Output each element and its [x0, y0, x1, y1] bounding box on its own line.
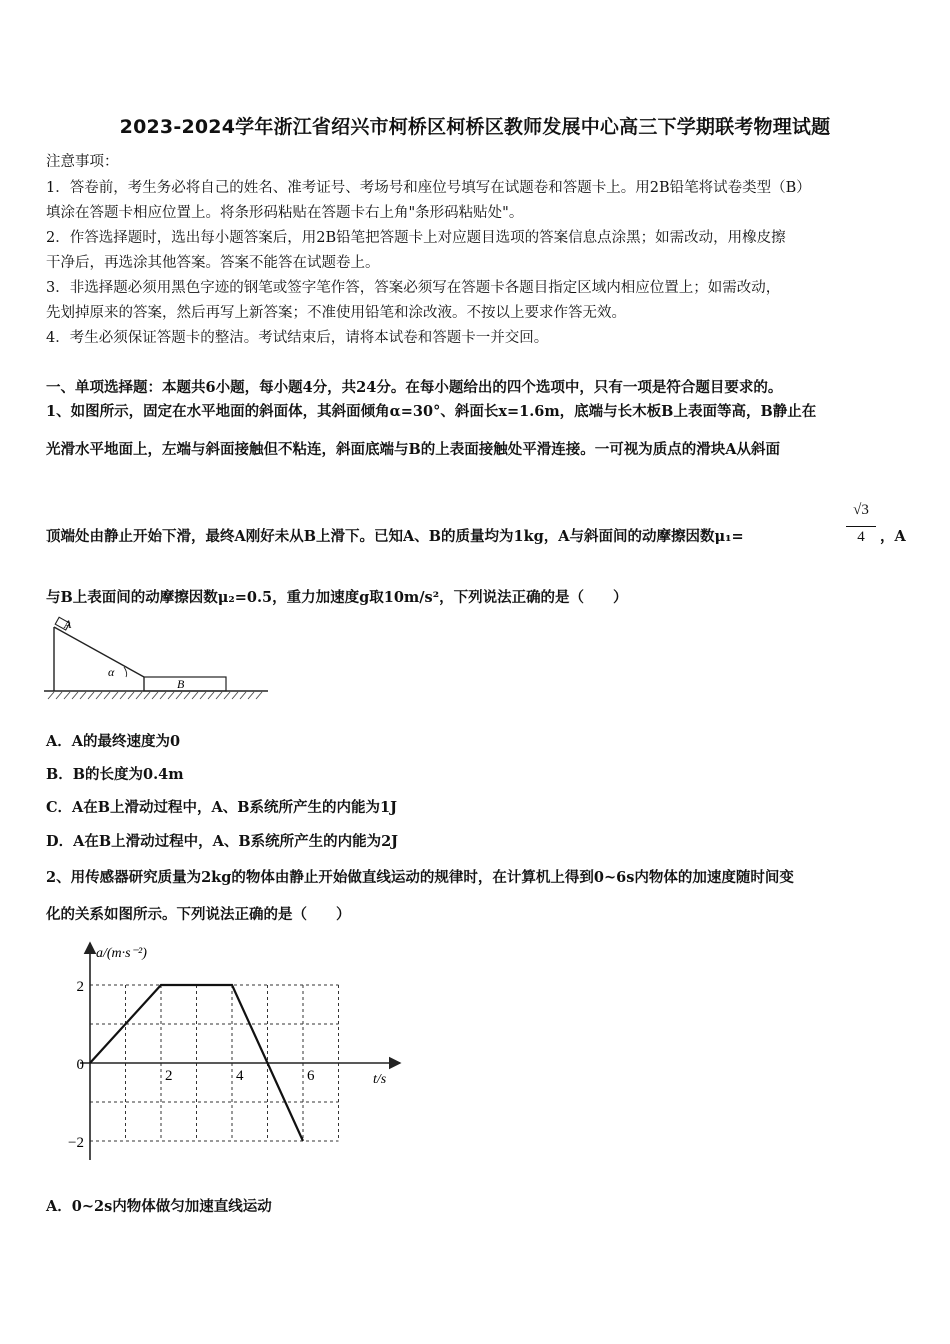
q1-text: 与B上表面间的动摩擦因数μ₂=0.5，重力加速度g取10m/s²，下列说法正确的是（ ）	[46, 589, 628, 606]
y-tick-label: 0	[76, 1057, 84, 1073]
notice-line: 3．非选择题必须用黑色字迹的钢笔或签字笔作答，答案必须写在答题卡各题目指定区域内相应位置上；如需改动，	[46, 280, 781, 296]
notice-line: 1．答卷前，考生务必将自己的姓名、准考证号、考场号和座位号填写在试题卷和答题卡上。用2B铅笔将试卷类型（B）	[46, 180, 811, 196]
q2-text: 化的关系如图所示。下列说法正确的是（ ）	[46, 906, 351, 923]
fraction-bar	[846, 526, 876, 527]
y-tick-label: 2	[76, 979, 84, 995]
mu1-fraction	[846, 502, 876, 546]
page-title: 2023-2024学年浙江省绍兴市柯桥区柯桥区教师发展中心高三下学期联考物理试题	[119, 116, 831, 138]
notice-line: 干净后，再选涂其他答案。答案不能答在试题卷上。	[46, 255, 380, 271]
fraction-denominator: 4	[857, 529, 865, 545]
label-alpha: α	[108, 665, 115, 679]
label-b: B	[177, 677, 185, 691]
q2-option-a: A．0~2s内物体做匀加速直线运动	[46, 1198, 272, 1215]
acceleration-time-chart	[40, 935, 410, 1170]
fraction-numerator: √3	[853, 502, 869, 518]
notice-heading: 注意事项：	[46, 154, 119, 170]
y-axis-label: a/(m·s⁻²)	[96, 946, 147, 961]
q1-text-tail: ，A	[880, 528, 906, 545]
notice-line: 2．作答选择题时，选出每小题答案后，用2B铅笔把答题卡上对应题目选项的答案信息点涂黑；如需改动，用橡皮擦	[46, 230, 786, 246]
x-tick-label: 4	[236, 1068, 244, 1084]
q2-text: 2、用传感器研究质量为2kg的物体由静止开始做直线运动的规律时，在计算机上得到0~6s内物体的加速度随时间变	[46, 869, 794, 886]
incline-figure	[40, 615, 275, 705]
q1-option-a: A．A的最终速度为0	[46, 733, 181, 750]
q1-text: 光滑水平地面上，左端与斜面接触但不粘连，斜面底端与B的上表面接触处平滑连接。一可视为质点的滑块A从斜面	[46, 441, 781, 458]
section-heading: 一、单项选择题：本题共6小题，每小题4分，共24分。在每小题给出的四个选项中，只有一项是符合题目要求的。	[46, 379, 783, 396]
notice-line: 4．考生必须保证答题卡的整洁。考试结束后，请将本试卷和答题卡一并交回。	[46, 330, 549, 346]
q1-option-b: B．B的长度为0.4m	[46, 766, 184, 783]
x-axis-label: t/s	[373, 1072, 387, 1087]
q1-option-d: D．A在B上滑动过程中，A、B系统所产生的内能为2J	[46, 833, 399, 850]
x-tick-label: 6	[307, 1068, 315, 1084]
q1-text: 1、如图所示，固定在水平地面的斜面体，其斜面倾角α=30°、斜面长x=1.6m，底端与长木板B上表面等高，B静止在	[46, 403, 817, 420]
q1-text: 顶端处由静止开始下滑，最终A刚好未从B上滑下。已知A、B的质量均为1kg，A与斜面间的动摩擦因数μ₁=	[46, 528, 744, 545]
x-tick-label: 2	[165, 1068, 173, 1084]
notice-line: 填涂在答题卡相应位置上。将条形码粘贴在答题卡右上角"条形码粘贴处"。	[46, 205, 524, 221]
notice-line: 先划掉原来的答案，然后再写上新答案；不准使用铅笔和涂改液。不按以上要求作答无效。	[46, 305, 626, 321]
label-a: A	[64, 617, 72, 631]
angle-arc	[124, 667, 127, 677]
q1-option-c: C．A在B上滑动过程中，A、B系统所产生的内能为1J	[46, 799, 398, 816]
y-tick-label: −2	[68, 1135, 84, 1151]
